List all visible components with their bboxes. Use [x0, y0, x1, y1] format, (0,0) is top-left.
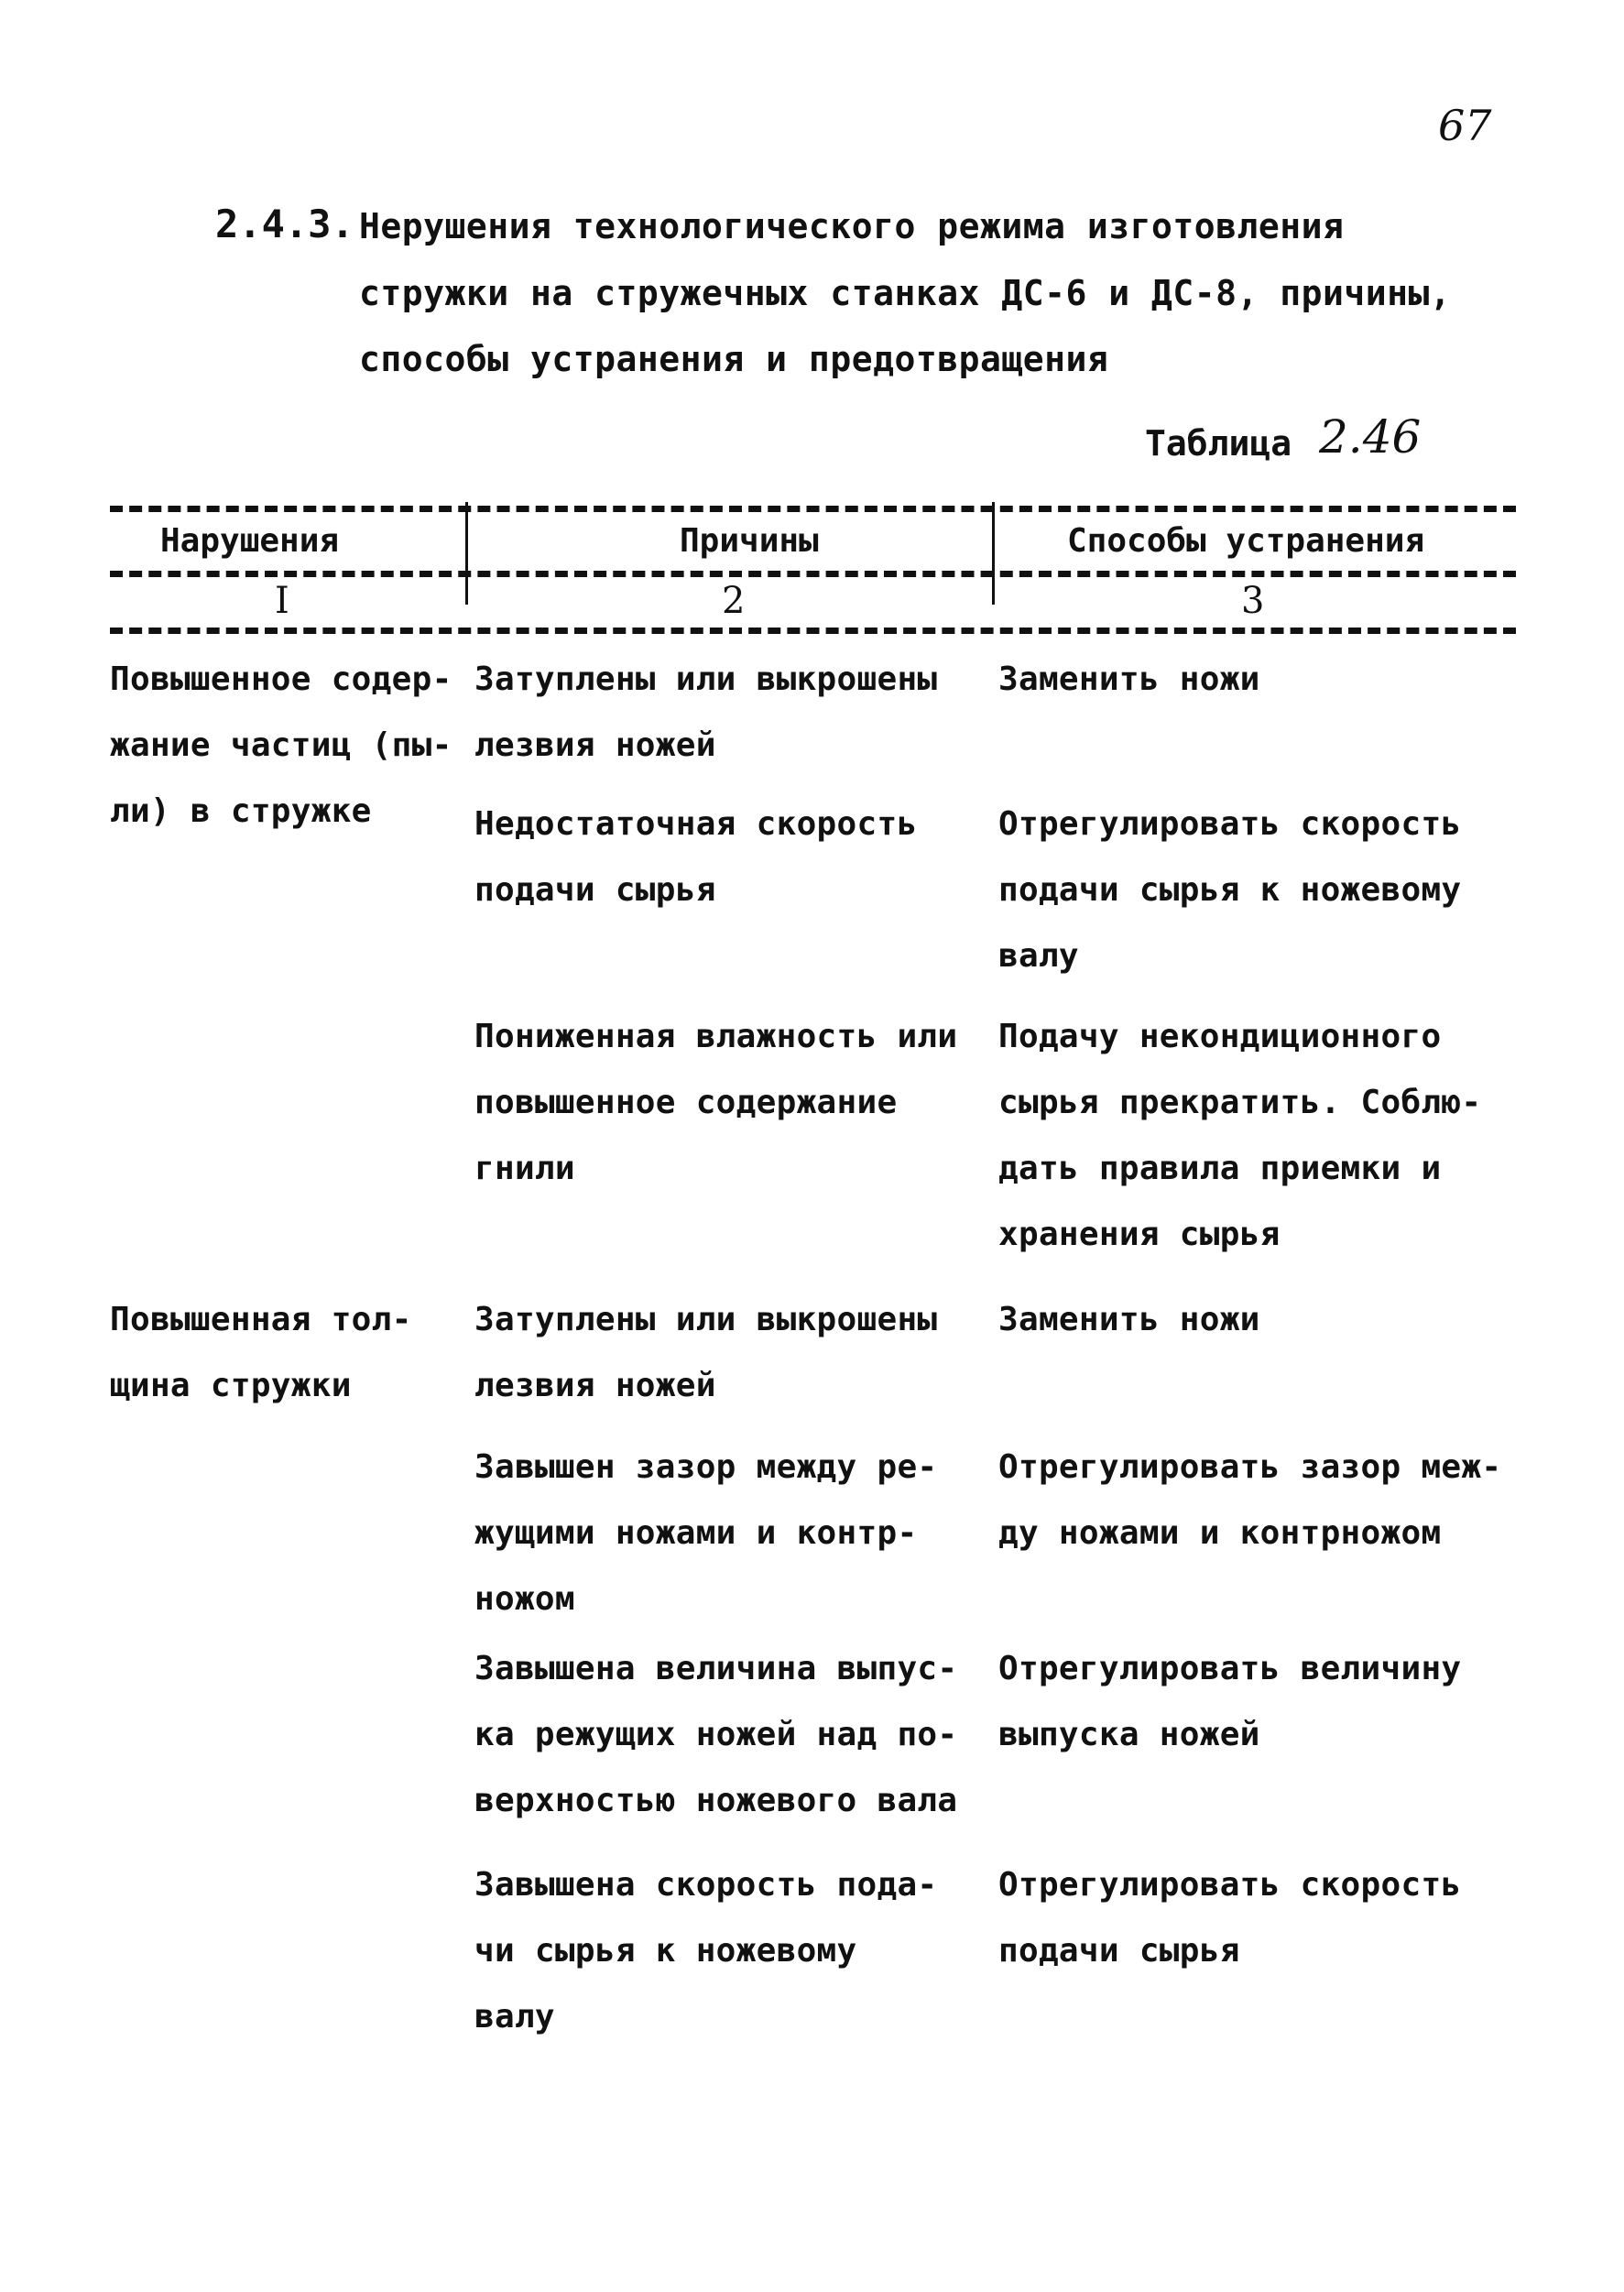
page-number: 67	[1438, 101, 1492, 150]
remedy-stop-substandard-feed: Подачу некондиционного сырья прекратить. Соблю- дать правила приемки и хранения сырья	[998, 1018, 1482, 1253]
column-number-2: 2	[722, 580, 746, 622]
section-number: 2.4.3.	[215, 202, 354, 246]
violation-chip-thickness: Повышенная тол- щина стружки	[110, 1301, 412, 1404]
column-separator-1	[465, 502, 468, 605]
header-violations: Нарушения	[160, 522, 340, 560]
remedy-adjust-protrusion: Отрегулировать величину выпуска ножей	[998, 1650, 1462, 1753]
remedy-adjust-gap: Отрегулировать зазор меж- ду ножами и контрножом	[998, 1448, 1502, 1552]
column-number-3: 3	[1241, 580, 1265, 622]
header-middle-rule	[110, 571, 1516, 577]
remedy-adjust-feed-speed-1: Отрегулировать скорость подачи сырья к ножевому валу	[998, 805, 1462, 975]
cause-insufficient-feed-speed: Недостаточная скорость подачи сырья	[474, 805, 918, 909]
header-top-rule	[110, 506, 1516, 512]
table-number: 2.46	[1319, 410, 1422, 464]
remedy-replace-knives-2: Заменить ножи	[998, 1301, 1260, 1338]
column-separator-2	[992, 502, 995, 605]
section-title-line-2: стружки на стружечных станках ДС-6 и ДС-8, причины,	[359, 273, 1452, 313]
header-remedies: Способы устранения	[1067, 522, 1425, 560]
remedy-replace-knives-1: Заменить ножи	[998, 660, 1260, 698]
remedy-adjust-feed-speed-2: Отрегулировать скорость подачи сырья	[998, 1866, 1462, 1970]
table-label: Таблица	[1145, 423, 1292, 464]
cause-dull-blades-2: Затуплены или выкрошены лезвия ножей	[474, 1301, 938, 1404]
cause-excess-feed-speed: Завышена скорость пода- чи сырья к ножевому валу	[474, 1866, 938, 2036]
section-title-line-1: Нерушения технологического режима изготовления	[359, 206, 1345, 246]
section-title-line-3: способы устранения и предотвращения	[359, 339, 1109, 379]
cause-excess-gap: Завышен зазор между ре- жущими ножами и контр- ножом	[474, 1448, 938, 1618]
cause-low-moisture-or-rot: Пониженная влажность или повышенное содержание гнили	[474, 1018, 958, 1187]
header-causes: Причины	[680, 522, 819, 560]
cause-excess-knife-protrusion: Завышена величина выпус- ка режущих ножей над по- верхностью ножевого вала	[474, 1650, 958, 1819]
violation-dust-content: Повышенное содер- жание частиц (пы- ли) в стружке	[110, 660, 452, 830]
header-bottom-rule	[110, 628, 1516, 634]
column-number-1: I	[275, 580, 289, 622]
cause-dull-blades-1: Затуплены или выкрошены лезвия ножей	[474, 660, 938, 764]
